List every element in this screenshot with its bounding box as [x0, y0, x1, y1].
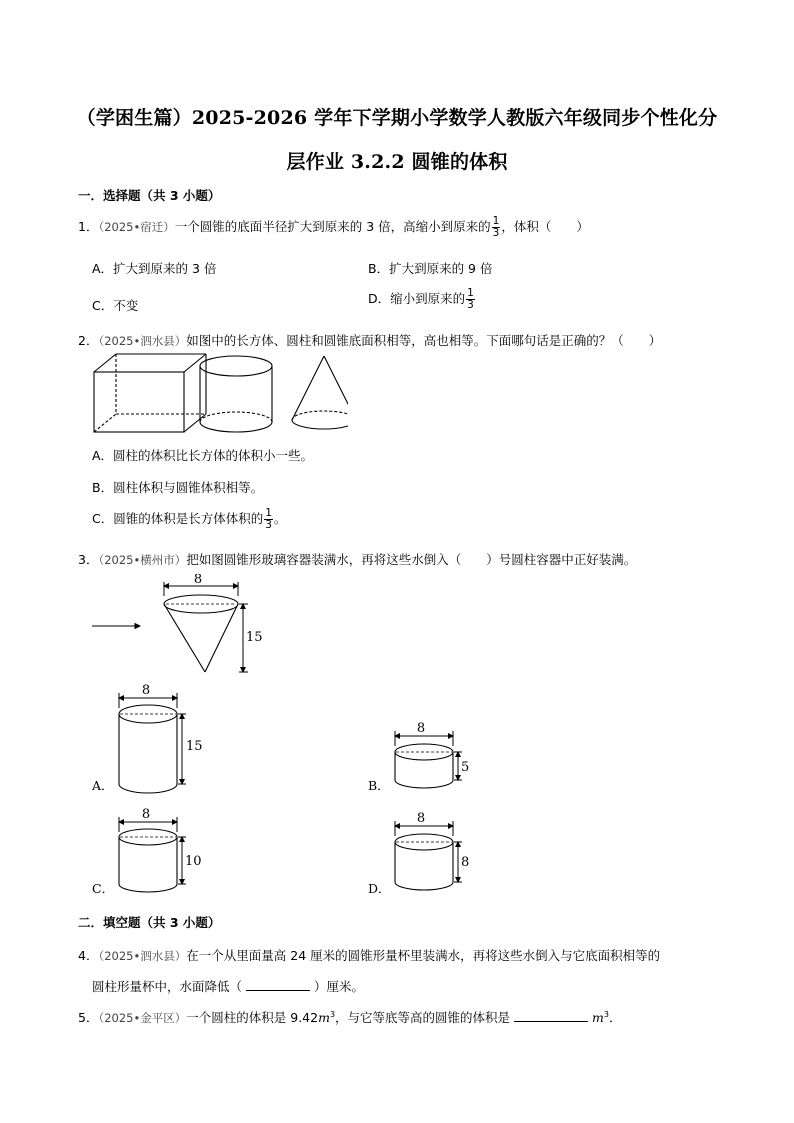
question-text: 一个圆锥的底面半径扩大到原来的 3 倍，高缩小到原来的 [174, 219, 491, 234]
answer-blank[interactable] [246, 978, 310, 991]
question-source: （2025•泗水县） [98, 334, 187, 348]
unit: m [318, 1010, 330, 1025]
diameter-label: 8 [141, 807, 151, 822]
option-label: D． [368, 881, 391, 896]
question-source: （2025•横州市） [98, 553, 187, 567]
cylinder-option-c[interactable] [88, 804, 218, 900]
question-source: （2025•泗水县） [98, 949, 187, 963]
fraction-numerator: 1 [492, 215, 500, 227]
answer-blank[interactable] [514, 1009, 588, 1022]
exponent: 3 [603, 1009, 609, 1019]
cuboid [94, 354, 206, 432]
option-c-text: C．圆锥的体积是长方体体积的 [92, 511, 264, 526]
cylinder-option-a[interactable] [88, 680, 218, 800]
question-number: 5． [78, 1010, 99, 1025]
section-heading-choice: 一．选择题（共 3 小题） [78, 188, 221, 203]
fraction [492, 216, 501, 239]
question-text: 圆柱形量杯中，水面降低（ [92, 979, 243, 994]
question-number: 1． [78, 219, 99, 234]
option-c[interactable] [92, 508, 286, 531]
cylinder-option-d[interactable] [364, 808, 494, 900]
question-text: 在一个从里面量高 24 厘米的圆锥形量杯里装满水，再将这些水倒入与它底面积相等的 [186, 948, 661, 963]
document-title-line1: （学困生篇）2025-2026 学年下学期小学数学人教版六年级同步个性化分 [76, 107, 718, 129]
question-text-end: ． [609, 1010, 622, 1025]
question-2 [78, 331, 661, 349]
height-label: 8 [461, 855, 470, 870]
cone-diameter-label: 8 [193, 574, 203, 587]
section-heading-fill: 二．填空题（共 3 小题） [78, 915, 221, 930]
question-text: 一个圆柱的体积是 9.42 [186, 1010, 319, 1025]
option-d[interactable] [368, 288, 476, 311]
diameter-label: 8 [416, 721, 426, 736]
option-label: B． [368, 778, 390, 793]
fraction-denominator: 3 [467, 299, 474, 311]
fraction-denominator: 3 [492, 227, 500, 239]
question-number: 2． [78, 333, 99, 348]
option-b[interactable]: B．圆柱体积与圆锥体积相等。 [92, 480, 264, 495]
fraction [466, 288, 475, 311]
option-label: C． [92, 881, 115, 896]
question-text: ，与它等底等高的圆锥的体积是 [335, 1010, 511, 1025]
option-c[interactable]: C．不变 [92, 298, 139, 313]
question-text: 把如图圆锥形玻璃容器装满水，再将这些水倒入（ ）号圆柱容器中正好装满。 [186, 552, 637, 567]
option-label: A． [92, 778, 114, 793]
cone [292, 356, 348, 429]
question-number: 3． [78, 552, 99, 567]
question-source: （2025•金平区） [98, 1011, 187, 1025]
height-label: 5 [461, 760, 470, 775]
cylinder-option-b[interactable] [364, 718, 494, 800]
document-title-line2: 层作业 3.2.2 圆锥的体积 [286, 151, 508, 173]
option-b[interactable]: B．扩大到原来的 9 倍 [368, 261, 493, 276]
solids-figure [88, 352, 348, 434]
question-text-end: ）厘米。 [314, 979, 365, 994]
question-number: 4． [78, 948, 99, 963]
question-text: 如图中的长方体、圆柱和圆锥底面积相等，高也相等。下面哪句话是正确的？（ ） [186, 333, 662, 348]
fraction-denominator: 3 [265, 519, 272, 531]
cylinder [200, 356, 272, 432]
question-5 [78, 1008, 622, 1026]
fraction-numerator: 1 [265, 507, 272, 519]
cone-container-figure [88, 574, 278, 680]
question-3 [78, 550, 636, 568]
diameter-label: 8 [141, 683, 151, 698]
question-4 [78, 946, 660, 964]
option-d-text: D．缩小到原来的 [368, 291, 466, 306]
fraction [264, 508, 273, 531]
option-c-end: 。 [273, 511, 287, 526]
fraction-numerator: 1 [467, 287, 474, 299]
option-a[interactable]: A．圆柱的体积比长方体的体积小一些。 [92, 448, 314, 463]
question-text-end: ，体积（ ） [501, 219, 589, 234]
exponent: 3 [329, 1009, 336, 1019]
question-source: （2025•宿迁） [98, 220, 175, 234]
height-label: 10 [185, 854, 202, 869]
diameter-label: 8 [416, 811, 426, 826]
option-a[interactable]: A．扩大到原来的 3 倍 [92, 261, 217, 276]
question-1 [78, 216, 589, 239]
unit: m [592, 1010, 604, 1025]
question-4-line2 [92, 977, 364, 995]
height-label: 15 [186, 739, 203, 754]
cone-height-label: 15 [246, 630, 263, 645]
